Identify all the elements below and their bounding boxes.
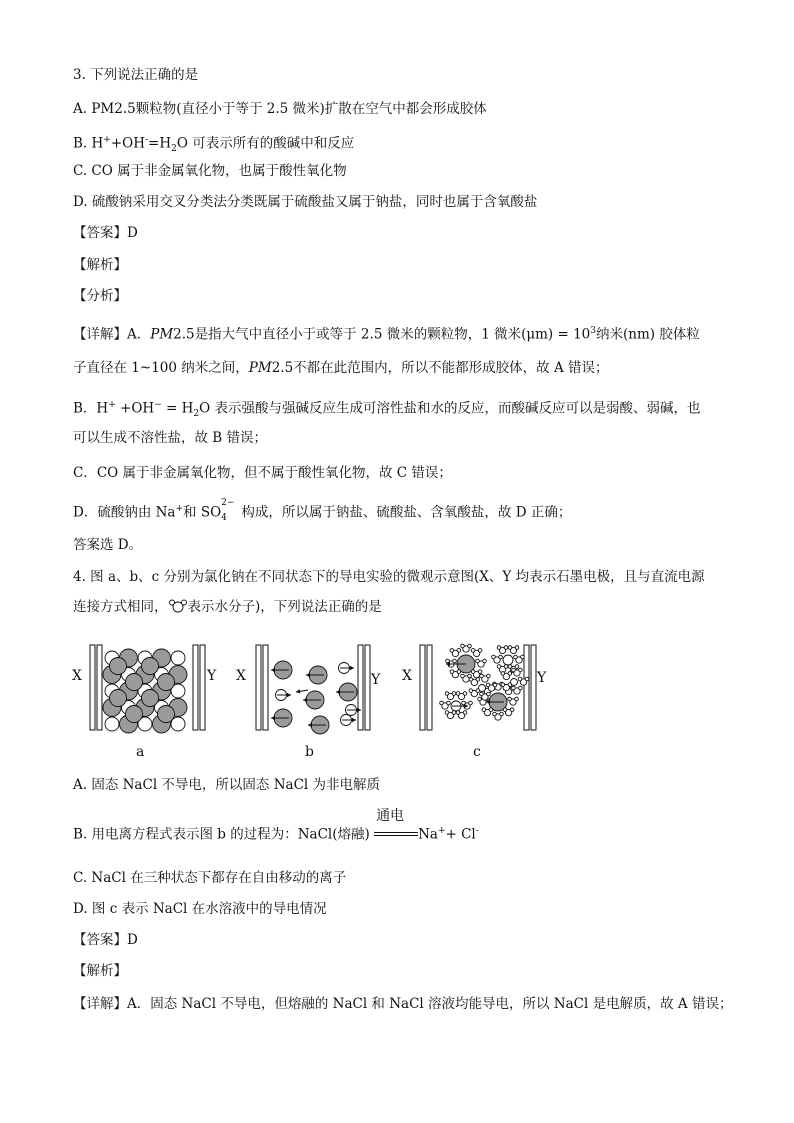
water-hydrogen [457, 649, 461, 653]
water-hydrogen [469, 689, 473, 693]
q4-analysis-heading: 【解析】 [73, 963, 127, 979]
water-hydrogen [486, 683, 490, 687]
arrowhead-icon [350, 666, 354, 670]
water-hydrogen [471, 649, 475, 653]
water-hydrogen [492, 655, 496, 659]
water-hydrogen [504, 646, 508, 650]
q4-option-b: B. 用电离方程式表示图 b 的过程为：NaCl(熔融) 通电 Na++ Cl- [73, 807, 479, 843]
electrode-y-label-b: Y [371, 672, 381, 688]
nacl-conduction-figure [68, 640, 568, 765]
water-hydrogen [445, 692, 449, 696]
q3-option-d: D. 硫酸钠采用交叉分类法分类既属于硫酸盐又属于钠盐，同时也属于含氧酸盐 [73, 194, 538, 210]
arrowhead-icon [303, 698, 307, 702]
water-hydrogen [469, 701, 473, 705]
q4-answer: 【答案】D [73, 932, 138, 948]
water-hydrogen [487, 674, 491, 678]
q3-detail-a-line1: 【详解】A．PM2.5是指大气中直径小于或等于 2.5 微米的颗粒物，1 微米$(\mu m) = 10^3$纳米(nm) 胶体粒 [73, 326, 700, 343]
electrolysis-arrow: 通电 [374, 825, 418, 841]
water-hydrogen [461, 674, 465, 678]
water-hydrogen [476, 659, 480, 663]
water-hydrogen [501, 683, 505, 687]
q3-option-b: B. $H^++OH^-=H_2O$ 可表示所有的酸碱中和反应 [73, 135, 355, 155]
chloride-ion [110, 690, 127, 707]
q4-stem-line1: 4. 图 a、b、c 分别为氯化钠在不同状态下的导电实验的微观示意图(X、Y 均表示石墨电极，且与直流电源 [73, 569, 705, 585]
q4-stem-line2: 连接方式相同， 表示水分子)，下列说法正确的是 [73, 599, 382, 615]
chloride-ion [158, 674, 175, 691]
chloride-ion [126, 674, 143, 691]
figure-label-c: c [473, 744, 481, 760]
q3-fenxi-heading: 【分析】 [73, 288, 127, 304]
panel-b [256, 645, 370, 734]
q3-option-a: A. PM2.5颗粒物(直径小于等于 2.5 微米)扩散在空气中都会形成胶体 [73, 101, 487, 117]
arrowhead-icon [271, 716, 275, 720]
water-hydrogen [503, 708, 507, 712]
water-hydrogen [515, 665, 519, 669]
water-hydrogen [512, 668, 516, 672]
water-hydrogen [482, 708, 486, 712]
chloride-ion [126, 706, 143, 723]
q3-answer: 【答案】D [73, 225, 138, 241]
water-hydrogen [478, 649, 482, 653]
water-hydrogen [452, 692, 456, 696]
q3-detail-d: D．硫酸钠由 Na+和 SO 2− 4 构成，所以属于钠盐、硫酸盐、含氧酸盐，故 D 正确； [73, 497, 572, 523]
water-hydrogen [519, 686, 523, 690]
water-hydrogen [480, 692, 484, 696]
water-hydrogen [508, 697, 512, 701]
water-hydrogen [446, 659, 450, 663]
molten-ions [271, 661, 361, 734]
q4-option-d: D. 图 c 表示 NaCl 在水溶液中的导电情况 [73, 901, 327, 917]
water-hydrogen [452, 711, 456, 715]
water-hydrogen [440, 701, 444, 705]
panel-c [420, 644, 536, 730]
water-hydrogen [515, 697, 519, 701]
water-hydrogen [508, 665, 512, 669]
water-hydrogen [461, 644, 465, 648]
water-hydrogen [510, 708, 514, 712]
chloride-ion [142, 690, 159, 707]
q3-choose: 答案选 D。 [73, 537, 143, 553]
water-hydrogen [457, 670, 461, 674]
water-hydrogen [468, 644, 472, 648]
water-hydrogen [504, 665, 508, 669]
water-hydrogen [469, 678, 473, 682]
q3-detail-b-line2: 可以生成不溶性盐，故 B 错误； [73, 430, 268, 446]
q3-option-c: C. CO 属于非金属氧化物，也属于酸性氧化物 [73, 163, 347, 179]
water-hydrogen [499, 655, 503, 659]
chloride-ion [110, 658, 127, 675]
figure-label-b: b [305, 744, 314, 760]
water-hydrogen [508, 646, 512, 650]
figure-label-a: a [136, 744, 145, 760]
water-hydrogen [512, 686, 516, 690]
water-hydrogen [501, 672, 505, 676]
q3-detail-b-line1: B．$H^+ +OH^- = H_2O$ 表示强酸与强碱反应生成可溶性盐和水的反应，而酸碱反应可以是弱酸、弱碱，也 [73, 400, 701, 420]
water-hydrogen [480, 674, 484, 678]
water-hydrogen [497, 665, 501, 669]
arrowhead-icon [296, 689, 300, 693]
arrowhead-icon [306, 673, 310, 677]
water-hydrogen [508, 672, 512, 676]
arrowhead-icon [308, 723, 312, 727]
water-hydrogen [476, 689, 480, 693]
water-hydrogen [445, 711, 449, 715]
arrowhead-icon [336, 690, 340, 694]
water-hydrogen [463, 711, 467, 715]
arrowhead-icon [287, 693, 291, 697]
sodium-ion [105, 717, 119, 731]
water-molecule-icon [168, 599, 188, 613]
water-hydrogen [487, 692, 491, 696]
water-hydrogen [515, 646, 519, 650]
hydrated-ions [440, 644, 529, 720]
water-hydrogen [518, 677, 522, 681]
water-hydrogen [450, 670, 454, 674]
water-hydrogen [450, 649, 454, 653]
water-hydrogen [514, 655, 518, 659]
arrowhead-icon [352, 718, 356, 722]
q3-analysis-heading: 【解析】 [73, 257, 127, 273]
water-hydrogen [447, 701, 451, 705]
electrode-x-label-c: X [402, 668, 412, 684]
electrode-y-label-a: Y [207, 668, 217, 684]
q4-detail-a: 【详解】A．固态 NaCl 不导电，但熔融的 NaCl 和 NaCl 溶液均能导电，所以 NaCl 是电解质，故 A 错误； [73, 996, 733, 1012]
electrode-y-label-c: Y [537, 670, 547, 686]
chloride-ion [142, 658, 159, 675]
water-hydrogen [456, 692, 460, 696]
water-hydrogen [500, 712, 504, 716]
electrode-x-label-a: X [72, 668, 82, 684]
nacl-lattice [103, 649, 187, 733]
water-hydrogen [471, 670, 475, 674]
q4-option-c: C. NaCl 在三种状态下都存在自由移动的离子 [73, 870, 347, 886]
water-hydrogen [453, 659, 457, 663]
water-hydrogen [519, 668, 523, 672]
water-hydrogen [497, 646, 501, 650]
water-hydrogen [456, 711, 460, 715]
arrowhead-icon [271, 668, 275, 672]
q3-detail-a-line2: 子直径在 1~100 纳米之间，PM2.5不都在此范围内，所以不能都形成胶体，故 A 错误； [73, 360, 609, 376]
sodium-ion [171, 651, 185, 665]
q3-detail-c: C．CO 属于非金属氧化物，但不属于酸性氧化物，故 C 错误； [73, 465, 452, 481]
panel-a [90, 645, 205, 733]
water-hydrogen [525, 677, 529, 681]
q3-stem: 3. 下列说法正确的是 [73, 67, 199, 83]
water-hydrogen [493, 712, 497, 716]
water-hydrogen [489, 708, 493, 712]
water-hydrogen [508, 683, 512, 687]
water-hydrogen [483, 659, 487, 663]
water-hydrogen [493, 683, 497, 687]
water-hydrogen [478, 670, 482, 674]
water-hydrogen [463, 692, 467, 696]
water-hydrogen [476, 678, 480, 682]
sodium-ion [503, 655, 513, 665]
water-hydrogen [521, 655, 525, 659]
q4-option-a: A. 固态 NaCl 不导电，所以固态 NaCl 为非电解质 [73, 777, 381, 793]
electrode-x-label-b: X [236, 668, 246, 684]
water-hydrogen [478, 697, 482, 701]
chloride-ion [158, 706, 175, 723]
